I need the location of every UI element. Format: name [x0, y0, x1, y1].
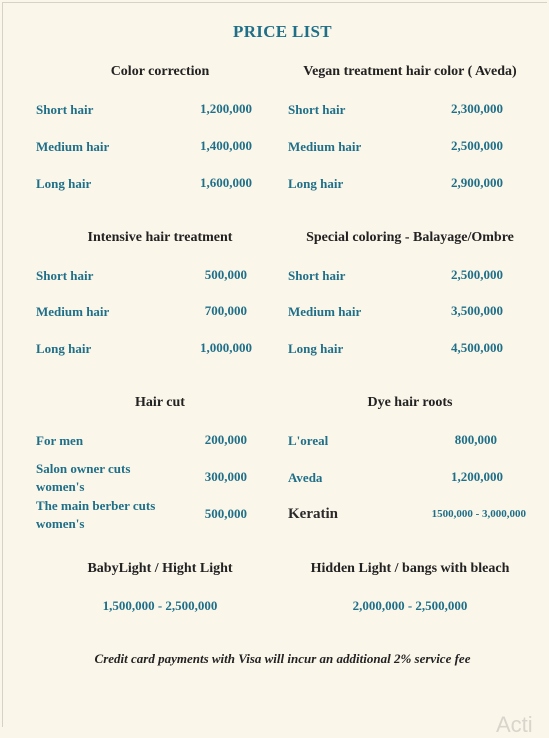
item-label: Salon owner cuts women's [36, 461, 131, 494]
item-price: 1,200,000 [200, 101, 252, 116]
item-price: 4,500,000 [451, 340, 503, 355]
item-label: Short hair [288, 102, 346, 117]
item-label: Long hair [288, 176, 344, 191]
item-label: Medium hair [36, 139, 110, 154]
item-price: 3,500,000 [451, 303, 503, 318]
item-label: Long hair [36, 176, 92, 191]
item-label: Medium hair [288, 304, 362, 319]
item-price: 1,200,000 [451, 469, 503, 484]
heading-dye-roots: Dye hair roots [367, 395, 453, 410]
item-label: Medium hair [36, 304, 110, 319]
item-label: Aveda [288, 470, 323, 485]
hidden-light-price: 2,000,000 - 2,500,000 [352, 598, 468, 613]
page-title: PRICE LIST [233, 22, 332, 41]
payment-note: Credit card payments with Visa will incur an additional 2% service fee [94, 651, 471, 666]
heading-babylight: BabyLight / Hight Light [87, 561, 233, 576]
item-price: 300,000 [204, 469, 247, 484]
item-price: 800,000 [454, 432, 497, 447]
item-price: 1,600,000 [200, 175, 252, 190]
item-price: 2,300,000 [451, 101, 503, 116]
heading-hair-cut: Hair cut [135, 395, 185, 410]
heading-intensive-treatment: Intensive hair treatment [87, 230, 233, 245]
item-price: 1,000,000 [200, 340, 252, 355]
heading-color-correction: Color correction [110, 64, 210, 79]
item-price: 1500,000 - 3,000,000 [431, 508, 526, 520]
item-label: Short hair [36, 268, 94, 283]
item-label: The main berber cuts women's [36, 498, 156, 531]
item-label: For men [36, 433, 84, 448]
item-price: 200,000 [204, 432, 247, 447]
item-label: Long hair [288, 341, 344, 356]
item-label: Short hair [288, 268, 346, 283]
activation-watermark: Acti [496, 712, 533, 737]
item-label: Keratin [288, 506, 338, 522]
item-price: 500,000 [204, 506, 247, 521]
item-price: 1,400,000 [200, 138, 252, 153]
item-label: L'oreal [288, 433, 329, 448]
heading-vegan-treatment: Vegan treatment hair color ( Aveda) [303, 64, 517, 79]
item-price: 2,500,000 [451, 138, 503, 153]
item-price: 500,000 [204, 267, 247, 282]
item-price: 700,000 [204, 303, 247, 318]
item-label: Medium hair [288, 139, 362, 154]
item-price: 2,500,000 [451, 267, 503, 282]
heading-hidden-light: Hidden Light / bangs with bleach [310, 561, 510, 576]
babylight-price: 1,500,000 - 2,500,000 [102, 598, 218, 613]
item-label: Long hair [36, 341, 92, 356]
heading-special-coloring: Special coloring - Balayage/Ombre [306, 230, 514, 245]
item-label: Short hair [36, 102, 94, 117]
item-price: 2,900,000 [451, 175, 503, 190]
